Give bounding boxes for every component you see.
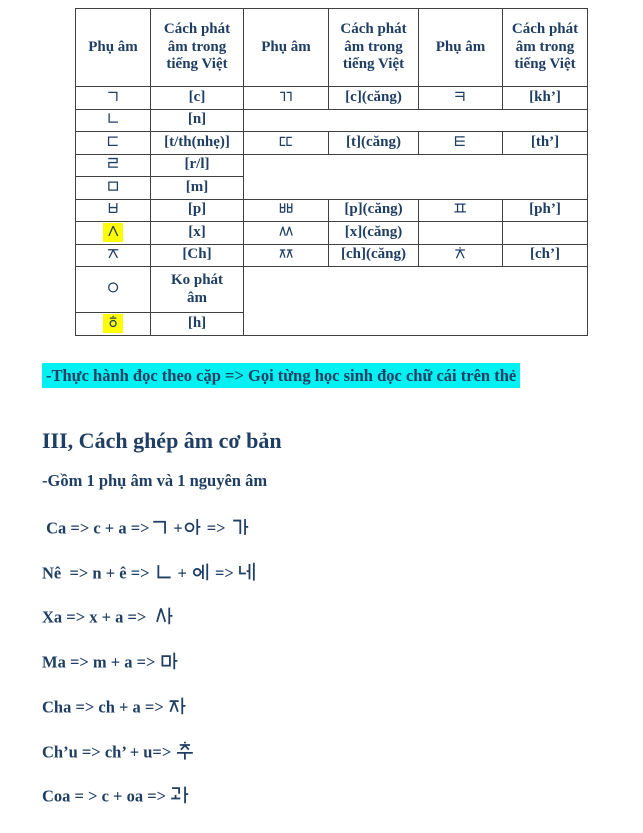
table-cell [329, 244, 419, 267]
cell-text [453, 89, 467, 105]
cell-text: [kh’] [529, 88, 561, 105]
table-cell [76, 222, 151, 245]
table-cell [244, 154, 588, 199]
cell-text: [m] [185, 178, 209, 195]
cell-text: [r/l] [184, 156, 210, 173]
table-cell [76, 244, 151, 267]
table-cell [151, 177, 244, 200]
hangul-glyph-아 [183, 517, 203, 537]
table-row [76, 132, 588, 155]
hangul-glyph-ㄸ [279, 134, 293, 148]
table-cell [76, 267, 151, 313]
column-header: Cách phát âm trong tiếng Việt [503, 9, 588, 87]
cell-text: [c](căng) [345, 88, 402, 105]
highlighted-consonant [103, 314, 123, 333]
section-heading: III, Cách ghép âm cơ bản [42, 428, 282, 453]
table-cell [151, 132, 244, 155]
table-row [76, 199, 588, 222]
cell-text [453, 134, 467, 150]
column-header: Phụ âm [76, 9, 151, 87]
hangul-glyph-에 [191, 562, 211, 582]
cell-text: [ph’] [529, 201, 561, 218]
hangul-glyph-ㅆ [279, 224, 293, 238]
hangul-glyph-사 [155, 606, 175, 626]
table-cell [503, 132, 588, 155]
hangul-glyph-ㅌ [453, 134, 467, 148]
table-cell [244, 87, 329, 110]
cell-text [453, 247, 467, 263]
cell-text [106, 247, 120, 263]
table-cell [329, 222, 419, 245]
cell-text [106, 157, 120, 173]
cell-text [106, 112, 120, 128]
cell-text [106, 179, 120, 195]
cell-text: [th’] [530, 133, 560, 150]
cell-text [279, 202, 293, 218]
cell-text: [Ch] [182, 246, 212, 263]
column-header: Phụ âm [244, 9, 329, 87]
hangul-glyph-ㅇ [106, 280, 120, 294]
hangul-glyph-ㅅ [106, 224, 120, 238]
table-cell [244, 244, 329, 267]
column-header: Phụ âm [419, 9, 503, 87]
cell-text: [x] [188, 223, 206, 240]
table-row [76, 244, 588, 267]
table-cell [329, 199, 419, 222]
example-line: Ca => c + a => + => [42, 517, 249, 539]
practice-note-highlight: -Thực hành đọc theo cặp => Gọi từng học sinh đọc chữ cái trên thẻ [42, 363, 520, 388]
highlighted-consonant [103, 223, 123, 242]
table-cell [151, 199, 244, 222]
table-cell [419, 132, 503, 155]
table-cell [503, 87, 588, 110]
column-header: Cách phát âm trong tiếng Việt [151, 9, 244, 87]
table-cell [76, 132, 151, 155]
table-cell [151, 244, 244, 267]
hangul-glyph-자 [168, 696, 188, 716]
cell-text [279, 134, 293, 150]
table-cell [419, 244, 503, 267]
table-cell [329, 132, 419, 155]
example-line: Ch’u => ch’ + u=> [42, 741, 195, 763]
table-cell [244, 222, 329, 245]
cell-text [106, 280, 120, 298]
cell-text [106, 202, 120, 218]
cell-text: [t](căng) [346, 133, 401, 150]
hangul-glyph-ㅉ [279, 246, 293, 260]
hangul-glyph-ㄷ [106, 134, 120, 148]
table-cell [151, 109, 244, 132]
table-row [76, 267, 588, 313]
table-row [76, 109, 588, 132]
cell-text [106, 89, 120, 105]
hangul-glyph-ㄲ [279, 89, 293, 103]
hangul-glyph-네 [238, 562, 258, 582]
example-line: Cha => ch + a => [42, 696, 188, 718]
hangul-glyph-ㅊ [453, 246, 467, 260]
cell-text: [ch’] [530, 246, 560, 263]
hangul-glyph-가 [230, 517, 250, 537]
cell-text: [ch](căng) [341, 246, 406, 263]
table-row [76, 87, 588, 110]
table-cell [76, 109, 151, 132]
cell-text: [h] [187, 314, 207, 331]
hangul-glyph-과 [170, 785, 190, 805]
table-row [76, 222, 588, 245]
table-cell [151, 313, 244, 336]
hangul-glyph-ㄹ [106, 156, 120, 170]
consonant-table-wrapper [75, 8, 588, 336]
table-cell [76, 199, 151, 222]
table-cell [503, 244, 588, 267]
cell-text [279, 224, 293, 240]
table-cell [244, 132, 329, 155]
hangul-glyph-ㅋ [453, 89, 467, 103]
table-cell [76, 87, 151, 110]
table-cell [503, 222, 588, 245]
cell-text: [p](căng) [344, 201, 403, 218]
hangul-glyph-ㄱ [106, 89, 120, 103]
example-line: Nê => n + ê => + => [42, 562, 258, 584]
section-subheading: -Gồm 1 phụ âm và 1 nguyên âm [42, 471, 268, 490]
cell-text: [c] [188, 88, 206, 105]
table-cell [76, 177, 151, 200]
cell-text: [n] [187, 111, 207, 128]
hangul-glyph-ㅃ [279, 201, 293, 215]
cell-text: [x](căng) [344, 223, 403, 240]
cell-text: Ko phát âm [170, 271, 224, 306]
table-row [76, 154, 588, 177]
example-line: Coa = > c + oa => [42, 785, 190, 807]
table-cell [419, 87, 503, 110]
cell-text: [t/th(nhẹ)] [164, 133, 230, 150]
table-cell [76, 313, 151, 336]
hangul-glyph-ㅍ [453, 201, 467, 215]
hangul-glyph-추 [175, 741, 195, 761]
cell-text [106, 134, 120, 150]
hangul-glyph-ㅁ [106, 179, 120, 193]
table-cell [244, 267, 588, 336]
hangul-glyph-ㅎ [106, 315, 120, 329]
cell-text [279, 247, 293, 263]
hangul-glyph-ㅈ [106, 246, 120, 260]
practice-note [42, 366, 520, 386]
table-cell [419, 199, 503, 222]
cell-text [279, 89, 293, 105]
hangul-glyph-ㄴ [154, 562, 174, 582]
table-cell [244, 199, 329, 222]
header-row [76, 9, 588, 87]
consonant-table [75, 8, 588, 336]
table-cell [76, 154, 151, 177]
hangul-glyph-마 [160, 651, 180, 671]
table-cell [151, 154, 244, 177]
column-header: Cách phát âm trong tiếng Việt [329, 9, 419, 87]
hangul-glyph-ㄱ [150, 517, 170, 537]
example-line: Xa => x + a => [42, 606, 174, 628]
table-cell [151, 87, 244, 110]
table-cell [151, 222, 244, 245]
cell-text [453, 202, 467, 218]
table-cell [329, 87, 419, 110]
table-cell [419, 222, 503, 245]
table-cell [244, 109, 588, 132]
hangul-glyph-ㄴ [106, 111, 120, 125]
hangul-glyph-ㅂ [106, 201, 120, 215]
table-cell [151, 267, 244, 313]
example-line: Ma => m + a => [42, 651, 179, 673]
cell-text: [p] [187, 201, 207, 218]
table-cell [503, 199, 588, 222]
